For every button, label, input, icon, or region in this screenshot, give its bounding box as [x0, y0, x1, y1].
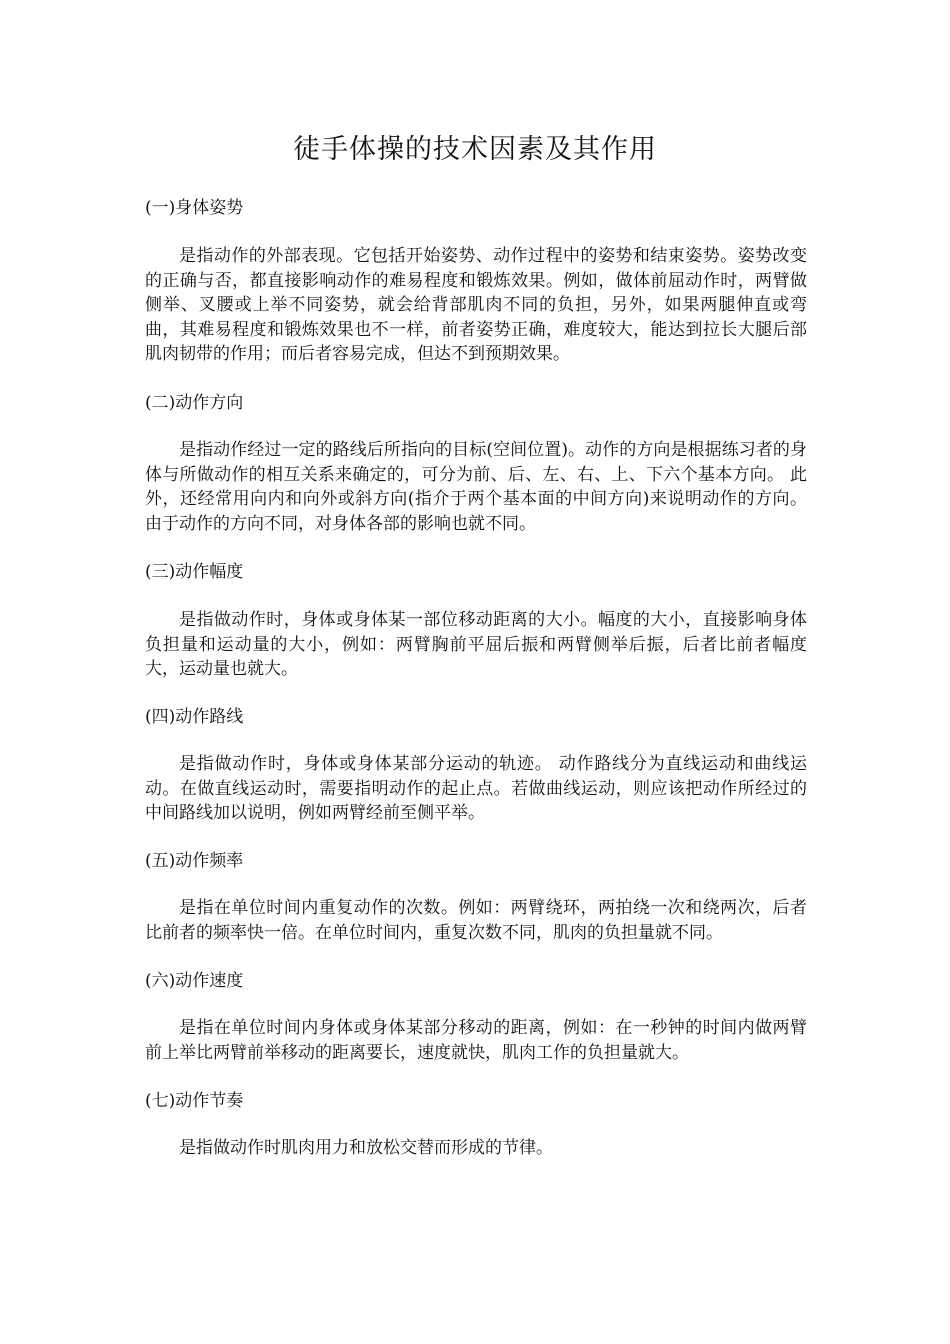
section-heading-2: (二)动作方向 — [145, 393, 244, 413]
section-body-7: 是指做动作时肌肉用力和放松交替而形成的节律。 — [179, 1138, 553, 1158]
section-heading-3: (三)动作幅度 — [145, 562, 244, 582]
section-body-2: 是指动作经过一定的路线后所指向的目标(空间位置)。动作的方向是根据练习者的身体与所做动作的相互关系来确定的，可分为前、后、左、右、上、下六个基本方向。 此外，还经常用向内和向外或斜方向(指介于两个基本面的中间方向)来说明动作的方向。 由于动作的方向不同，对身体各部的影响也就不同。 — [145, 440, 807, 534]
document-title: 徒手体操的技术因素及其作用 — [293, 134, 657, 165]
section-body-1: 是指动作的外部表现。它包括开始姿势、动作过程中的姿势和结束姿势。姿势改变的正确与否，都直接影响动作的难易程度和锻炼效果。例如，做体前屈动作时，两臂做侧举、叉腰或上举不同姿势，就会给背部肌肉不同的负担，另外，如果两腿伸直或弯曲，其难易程度和锻炼效果也不一样，前者姿势正确，难度较大，能达到拉长大腿后部肌肉韧带的作用；而后者容易完成，但达不到预期效果。 — [145, 246, 807, 364]
section-body-6: 是指在单位时间内身体或身体某部分移动的距离，例如：在一秒钟的时间内做两臂前上举比两臂前举移动的距离要长，速度就快，肌肉工作的负担量就大。 — [145, 1018, 807, 1063]
section-heading-4: (四)动作路线 — [145, 707, 244, 727]
section-heading-6: (六)动作速度 — [145, 971, 244, 991]
section-heading-5: (五)动作频率 — [145, 851, 244, 871]
section-body-5: 是指在单位时间内重复动作的次数。例如：两臂绕环，两拍绕一次和绕两次，后者比前者的频率快一倍。在单位时间内，重复次数不同，肌肉的负担量就不同。 — [145, 898, 807, 943]
section-heading-1: (一)身体姿势 — [145, 198, 244, 218]
section-body-4: 是指做动作时，身体或身体某部分运动的轨迹。 动作路线分为直线运动和曲线运动。在做直线运动时，需要指明动作的起止点。若做曲线运动，则应该把动作所经过的中间路线加以说明，例如两臂经前至侧平举。 — [145, 754, 807, 823]
section-body-3: 是指做动作时，身体或身体某一部位移动距离的大小。幅度的大小，直接影响身体负担量和运动量的大小，例如：两臂胸前平屈后振和两臂侧举后振，后者比前者幅度大，运动量也就大。 — [145, 610, 807, 679]
section-heading-7: (七)动作节奏 — [145, 1091, 244, 1111]
